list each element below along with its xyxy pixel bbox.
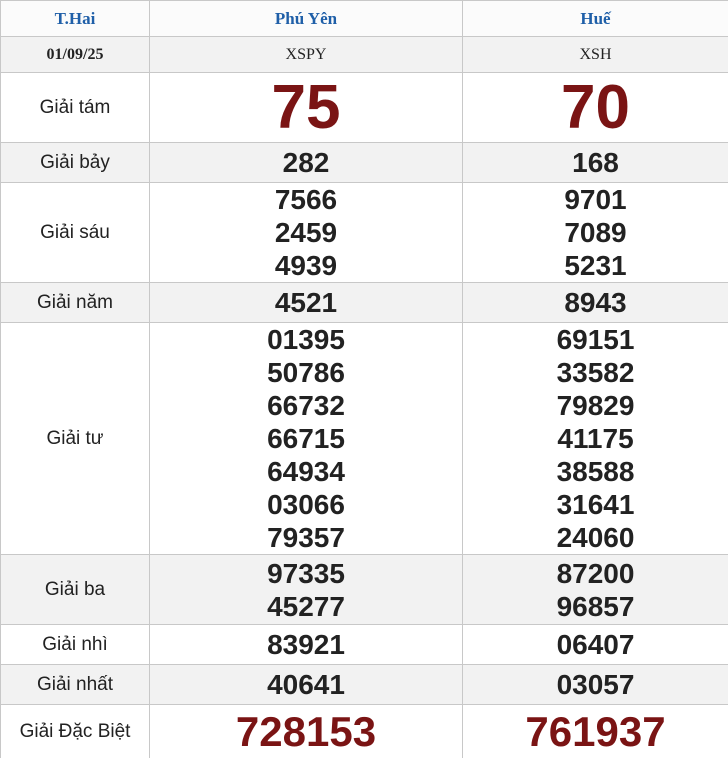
prize-number: 03066 [267,489,345,520]
prize-number: 8943 [463,283,728,323]
prize-number-group [463,555,728,625]
prize-number: 282 [150,143,463,183]
prize-number: 69151 [556,324,635,355]
prize-number: 50786 [267,357,345,388]
subheader-row [1,37,728,73]
prize-number: 45277 [267,590,345,622]
prize-label: Giải Đặc Biệt [1,705,150,758]
prize-label: Giải tư [1,323,150,555]
prize-number: 4521 [150,283,463,323]
prize-row-sau [1,183,728,283]
prize-number: 66732 [267,390,345,421]
prize-label: Giải bảy [1,143,150,183]
prize-number: 4939 [274,250,338,281]
prize-number: 7089 [564,217,627,248]
prize-number: 79829 [556,390,635,421]
prize-number: 96857 [556,590,635,622]
prize-number: 40641 [150,665,463,705]
prize-number: 06407 [463,625,728,665]
prize-row-dac-biet [1,705,728,758]
province-1-code[interactable]: XSPY [150,37,463,73]
header-row [1,1,728,37]
prize-number: 79357 [267,522,345,553]
prize-row-nam [1,283,728,323]
prize-row-nhi [1,625,728,665]
prize-number-group [150,323,463,555]
prize-label: Giải ba [1,555,150,625]
prize-number-group [463,183,728,283]
prize-row-tu [1,323,728,555]
prize-row-tam [1,73,728,143]
prize-row-nhat [1,665,728,705]
prize-number: 41175 [557,423,634,454]
province-2-header[interactable]: Huế [463,1,728,37]
prize-number: 2459 [274,217,338,248]
prize-number: 168 [463,143,728,183]
special-prize-number: 728153 [150,705,463,758]
prize-number: 66715 [267,423,345,454]
province-1-header[interactable]: Phú Yên [150,1,463,37]
prize-label: Giải nhất [1,665,150,705]
prize-number: 64934 [267,456,345,487]
prize-number: 31641 [556,489,635,520]
prize-number: 83921 [150,625,463,665]
prize-number: 97335 [267,557,345,589]
draw-date[interactable]: 01/09/25 [1,37,150,73]
prize-number: 5231 [564,250,627,281]
prize-number-group [463,323,728,555]
prize-number: 24060 [556,522,635,553]
prize-number: 7566 [274,184,338,215]
prize-number: 9701 [564,184,627,215]
province-2-code[interactable]: XSH [463,37,728,73]
prize-number: 87200 [556,557,635,589]
prize-number: 75 [150,73,463,143]
prize-row-ba [1,555,728,625]
prize-number: 38588 [556,456,635,487]
prize-number: 33582 [556,357,635,388]
prize-number: 03057 [463,665,728,705]
prize-number: 70 [463,73,728,143]
special-prize-number: 761937 [463,705,728,758]
prize-number-group [150,555,463,625]
prize-number-group [150,183,463,283]
prize-label: Giải năm [1,283,150,323]
prize-number: 01395 [267,324,345,355]
prize-row-bay [1,143,728,183]
prize-label: Giải nhì [1,625,150,665]
prize-label: Giải tám [1,73,150,143]
prize-label: Giải sáu [1,183,150,283]
day-header[interactable]: T.Hai [1,1,150,37]
